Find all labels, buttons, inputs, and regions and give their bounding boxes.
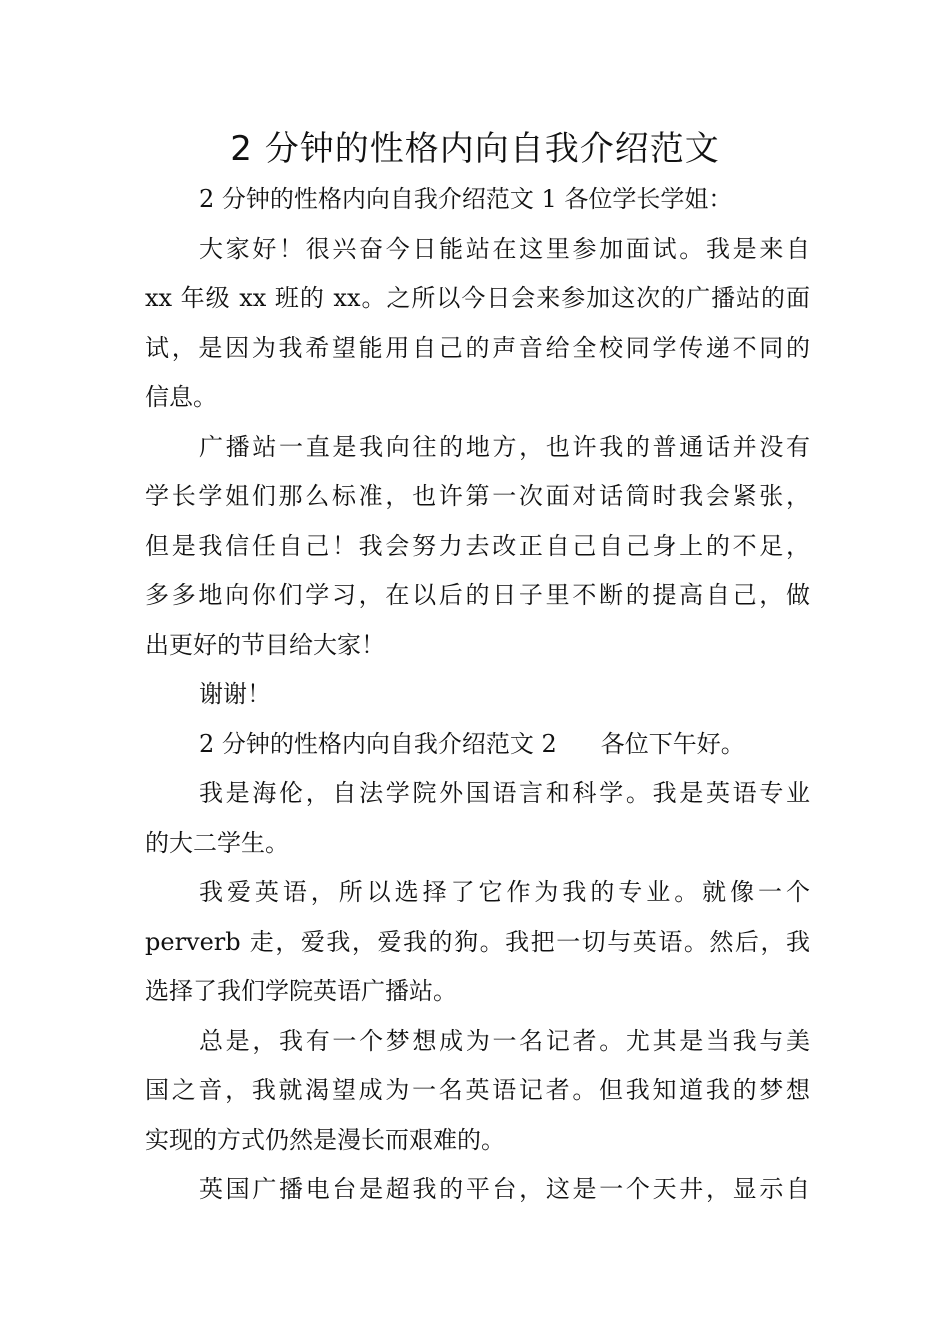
paragraph-line: 出更好的节目给大家！ xyxy=(145,630,385,659)
paragraph-line: 国之音，我就渴望成为一名英语记者。但我知道我的梦想 xyxy=(145,1076,810,1104)
paragraph-line: 信息。 xyxy=(145,383,217,411)
document-title: 2 分钟的性格内向自我介绍范文 xyxy=(230,129,720,169)
paragraph-line: 广播站一直是我向往的地方，也许我的普通话并没有 xyxy=(199,432,810,461)
paragraph-line: 试，是因为我希望能用自己的声音给全校同学传递不同的 xyxy=(145,333,810,362)
paragraph-line: 谢谢！ xyxy=(199,680,271,708)
paragraph-line: 大家好！很兴奋今日能站在这里参加面试。我是来自 xyxy=(199,234,810,263)
paragraph-line: 总是，我有一个梦想成为一名记者。尤其是当我与美 xyxy=(199,1026,810,1055)
paragraph-line: 多多地向你们学习，在以后的日子里不断的提高自己，做 xyxy=(145,581,810,609)
paragraph-line xyxy=(145,720,810,770)
paragraph-line: 但是我信任自己！我会努力去改正自己自己身上的不足， xyxy=(145,531,810,560)
section-heading: 2 分钟的性格内向自我介绍范文 2 xyxy=(199,729,557,758)
paragraph-line: 实现的方式仍然是漫长而艰难的。 xyxy=(145,1125,505,1154)
paragraph-line: 英国广播电台是超我的平台，这是一个天井，显示自 xyxy=(199,1175,810,1203)
paragraph-line: 我爱英语，所以选择了它作为我的专业。就像一个 xyxy=(199,878,810,906)
paragraph-line: 我是海伦，自法学院外国语言和科学。我是英语专业 xyxy=(199,779,810,807)
greeting-text: 各位下午好。 xyxy=(600,729,745,758)
paragraph-line: perverb 走，爱我，爱我的狗。我把一切与英语。然后，我 xyxy=(145,927,810,956)
paragraph-line: xx 年级 xx 班的 xx。之所以今日会来参加这次的广播站的面 xyxy=(145,284,810,312)
paragraph-line: 学长学姐们那么标准，也许第一次面对话筒时我会紧张， xyxy=(145,482,810,510)
paragraph-line: 的大二学生。 xyxy=(145,828,289,857)
paragraph-line: 2 分钟的性格内向自我介绍范文 1 各位学长学姐： xyxy=(199,185,733,213)
document-body xyxy=(145,175,810,1215)
paragraph-line: 选择了我们学院英语广播站。 xyxy=(145,977,457,1005)
